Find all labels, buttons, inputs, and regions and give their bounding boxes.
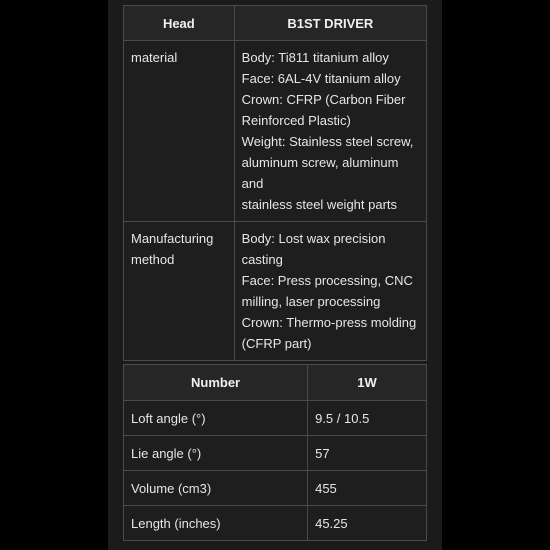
row-label-cell	[124, 41, 235, 222]
row-label-cell	[124, 222, 235, 361]
method-face-cont: milling, laser processing	[241, 294, 381, 309]
material-weight-cont: aluminum screw, aluminum and	[241, 155, 399, 191]
header-club: 1W	[308, 365, 427, 401]
table-row	[124, 471, 427, 506]
method-crown: Crown: Thermo-press molding	[241, 315, 417, 330]
header-model: B1ST DRIVER	[234, 6, 426, 41]
material-body: Body: Ti811 titanium alloy	[241, 50, 389, 65]
row-label-cont: method	[131, 252, 175, 267]
row-value-cell	[308, 471, 427, 506]
row-label: Volume (cm3)	[131, 480, 212, 496]
row-value: 45.25	[315, 515, 348, 531]
table-row-material	[124, 41, 427, 222]
material-crown: Crown: CFRP (Carbon Fiber	[241, 92, 406, 107]
table-row-manufacturing	[124, 222, 427, 361]
row-label: Loft angle (°)	[131, 410, 206, 426]
table-row	[124, 506, 427, 541]
row-value: 455	[315, 480, 337, 496]
row-label: material	[131, 50, 178, 65]
table-header-row	[124, 365, 427, 401]
method-crown-cont: (CFRP part)	[241, 336, 312, 351]
row-label-cell	[124, 401, 308, 436]
row-value-cell	[308, 506, 427, 541]
row-label-cell	[124, 506, 308, 541]
specs-table	[123, 5, 427, 361]
row-label: Manufacturing	[131, 231, 214, 246]
row-value-cell	[308, 401, 427, 436]
numbers-table	[123, 364, 427, 541]
table-header-row	[124, 6, 427, 41]
row-label-cell	[124, 471, 308, 506]
table-row	[124, 401, 427, 436]
row-label-cell	[124, 436, 308, 471]
method-body: Body: Lost wax precision	[241, 231, 386, 246]
table-row	[124, 436, 427, 471]
row-value: 9.5 / 10.5	[315, 410, 370, 426]
material-crown-cont: Reinforced Plastic)	[241, 113, 351, 128]
row-label: Lie angle (°)	[131, 445, 202, 461]
material-face: Face: 6AL-4V titanium alloy	[241, 71, 401, 86]
row-value-cell	[234, 222, 426, 361]
row-value-cell	[308, 436, 427, 471]
material-weight: Weight: Stainless steel screw,	[241, 134, 414, 149]
header-head: Head	[124, 6, 235, 41]
row-value-cell	[234, 41, 426, 222]
material-weight-cont2: stainless steel weight parts	[241, 197, 398, 212]
row-label: Length (inches)	[131, 515, 221, 531]
method-face: Face: Press processing, CNC	[241, 273, 413, 288]
method-body-cont: casting	[241, 252, 283, 267]
header-number: Number	[124, 365, 308, 401]
row-value: 57	[315, 445, 330, 461]
